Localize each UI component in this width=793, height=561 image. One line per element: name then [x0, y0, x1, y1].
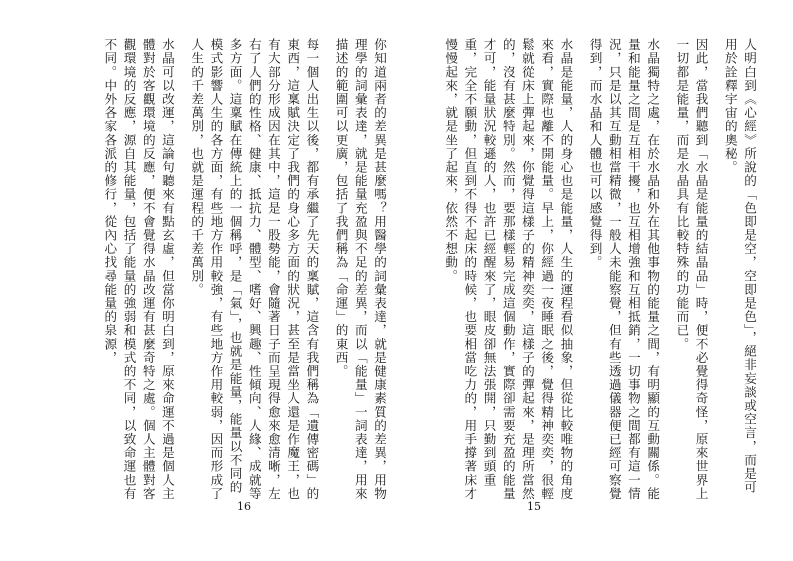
right-page	[397, 0, 793, 561]
paragraph: 水晶獨特之處，在於水晶和外在其他事物的能量之間，有明顯的互動關係。能量和能量之間是互相干擾，也互相增強和互相抵銷，一切事物之間都有這一情況，只是以其互動相當精微，一般人未能察覺，但有些透過儀器便已經可察覺得到，而水晶和人體也可以感覺得到。	[587, 38, 661, 501]
paragraph: 每一個人出生以後，都有承繼了先天的稟賦，這含有我們稱為「遺傳密碼」的東西，這稟賦決定了我們的身心多方面的狀況，甚至是當坐人還是作魔王，也有大部分形成因在其中，這是一股勢能，會隨著日子而呈現得愈來愈清晰，左右了人們的性格、健康、抵抗力、體型、嗜好、興趣、性傾向、人緣、成就等多方面。這稟賦在傳統上的一個稱呼，是「氣」，也就是能量，能量以不同的模式影響人生的各方面，有些地方作用較強，有些地方作用較弱，因而形成了人生的千差萬別，也就是運程的千差萬別。	[189, 38, 320, 501]
left-page-text	[34, 38, 389, 503]
paragraph: 人明白到《心經》所說的「色即是空，空即是色」，絕非妄談或空言，而是可用於詮釋宇宙的奧秘。	[722, 38, 757, 495]
paragraph: 水晶是能量，人的身心也是能量，人生的運程看似抽象，但從比較唯物的角度來看，實際也離不開能量。早上，你經過一夜睡眠之後，覺得精神奕奕，很輕鬆就從床上彈起來，你覺得這樣子的精神奕奕，這樣子的彈起來，是理所當然的，沒有甚麼特別。然而，要那樣輕易完成這個動作，實際卻需要充盈的能量才可，能量狀況較遜的人，也許已經醒來了，眼皮卻無法張開，只勤到頭重重，完全不願動，但直到不得不起床的時候，也要相當吃力的，用手撐著床才慢慢起來，就是坐了起來，依然不想動。	[443, 38, 574, 501]
page-number-right: 15	[527, 500, 541, 513]
paragraph: 因此，當我們聽到「水晶是能量的結晶品」時，便不必覺得奇怪，原來世界上一切都是能量，而是水晶具有比較特殊的功能而已。	[674, 38, 709, 501]
page-number-left: 16	[237, 500, 251, 513]
paragraph: 你知道兩者的差異是甚麼嗎？用醫學的詞彙表達，就是健康素質的差異，用物理學的詞彙表達，就是能量充盈與不足的差異，而以「能量」一詞表達，用來描述的範圍可以更廣，包括了我們稱為「命運」的東西。	[333, 38, 387, 501]
right-page-text	[409, 38, 759, 503]
paragraph: 水晶可以改運，這論句聽來有點玄虛，但當你明白到，原來命運不過是個人主體對於客觀環境的反應，便不會覺得水晶改運有甚麼奇特之處。個人主體對客觀環境的反應，源自其能量，包括了能量的強弱和模式的不同，以致命運也有不同。中外各家各派的修行，從內心找尋能量的泉源，	[102, 38, 175, 501]
